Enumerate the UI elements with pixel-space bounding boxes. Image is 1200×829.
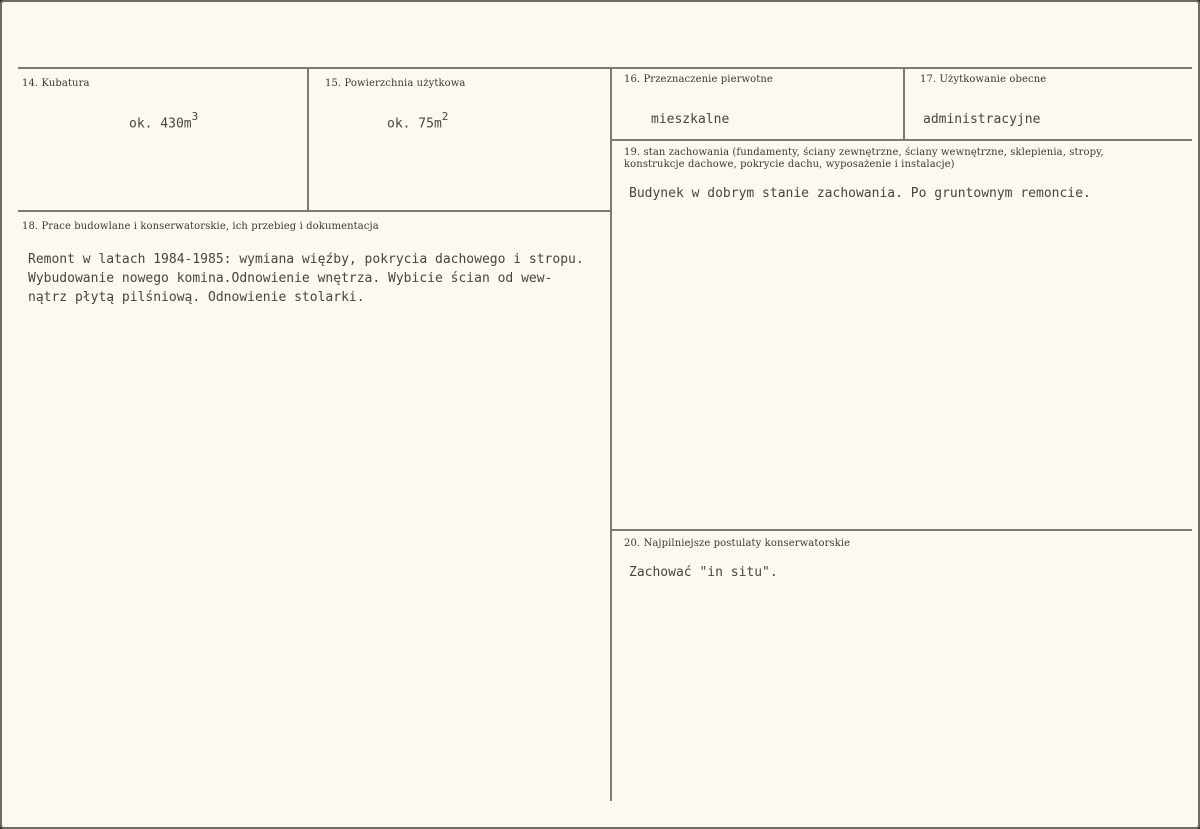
divider-16-17 bbox=[903, 68, 905, 140]
field-14-value: ok. 430m bbox=[129, 116, 192, 132]
field-14-unit-exponent: 3 bbox=[191, 110, 199, 123]
field-19-label: 19. stan zachowania (fundamenty, ściany zewnętrzne, ściany wewnętrzne, sklepienia, stropy, konstrukcje dachowe, pokrycie dachu, wyposażenie i instalacje) bbox=[624, 147, 1104, 170]
field-14-label: 14. Kubatura bbox=[22, 78, 90, 89]
field-17-label: 17. Użytkowanie obecne bbox=[920, 74, 1047, 85]
field-20-value: Zachować "in situ". bbox=[629, 565, 778, 580]
rule-above-20 bbox=[612, 529, 1192, 531]
field-18-label: 18. Prace budowlane i konserwatorskie, ich przebieg i dokumentacja bbox=[22, 221, 379, 232]
divider-14-15 bbox=[307, 68, 309, 212]
field-14-value-wrap bbox=[129, 112, 198, 131]
center-divider bbox=[610, 68, 612, 801]
field-15-unit-exponent: 2 bbox=[441, 110, 449, 123]
rule-below-16-17 bbox=[612, 139, 1192, 141]
field-15-value: ok. 75m bbox=[387, 116, 442, 132]
field-17-value: administracyjne bbox=[923, 112, 1041, 127]
rule-below-14-15 bbox=[18, 210, 611, 212]
field-15-value-wrap bbox=[387, 112, 448, 131]
field-18-line: nątrz płytą pilśniową. Odnowienie stolarki. bbox=[28, 290, 365, 305]
field-18-text bbox=[28, 250, 584, 307]
field-16-label: 16. Przeznaczenie pierwotne bbox=[624, 74, 773, 85]
field-16-value: mieszkalne bbox=[651, 112, 730, 127]
field-20-label: 20. Najpilniejsze postulaty konserwatorskie bbox=[624, 538, 851, 549]
field-18-line: Wybudowanie nowego komina.Odnowienie wnętrza. Wybicie ścian od wew- bbox=[28, 271, 553, 286]
field-19-value: Budynek w dobrym stanie zachowania. Po gruntownym remoncie. bbox=[629, 186, 1091, 201]
field-18-line: Remont w latach 1984-1985: wymiana więźby, pokrycia dachowego i stropu. bbox=[28, 252, 584, 267]
field-15-label: 15. Powierzchnia użytkowa bbox=[325, 78, 466, 89]
top-rule bbox=[18, 67, 1192, 69]
